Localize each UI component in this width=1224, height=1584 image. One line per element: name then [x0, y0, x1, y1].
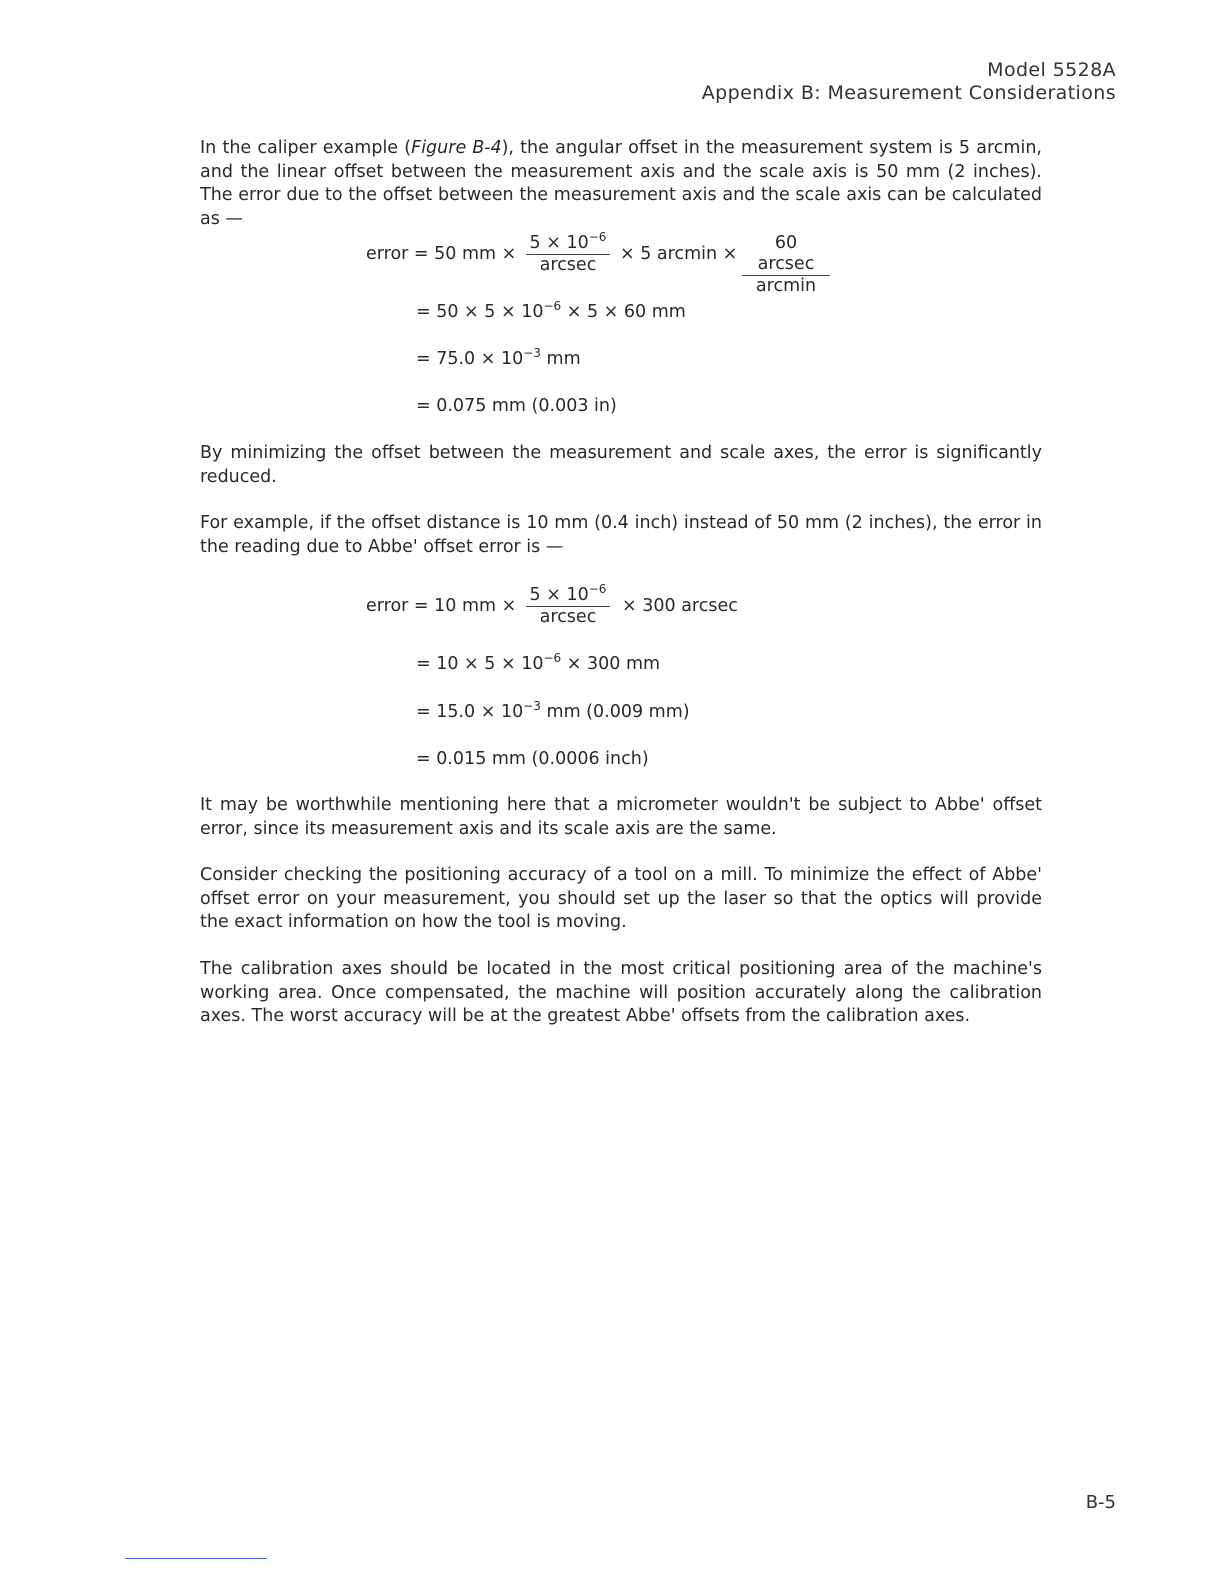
eq2-fraction-denominator: arcsec [539, 607, 597, 627]
eq1-fraction-1 [526, 230, 610, 276]
header-model: Model 5528A [987, 59, 1116, 81]
eq1-line-4: = 0.075 mm (0.003 in) [416, 396, 617, 416]
page-number: B-5 [1085, 1492, 1116, 1513]
eq1-line-2: = $50 \times 5 \times 10^{-6} \times 5 \times 60$ mm [416, 299, 686, 322]
eq1-fraction-1-numerator: $5 \times 10^{-6}$ [529, 230, 607, 253]
paragraph-micrometer: It may be worthwhile mentioning here that a micrometer wouldn't be subject to Abbe' offset error, since its measurement axis and its scale axis are the same. [200, 795, 1042, 839]
header-appendix: Appendix B: Measurement Considerations [701, 82, 1116, 104]
figure-reference: Figure B-4 [411, 138, 502, 158]
eq2-fraction [526, 582, 610, 628]
eq2-fraction-numerator: $5 \times 10^{-6}$ [529, 582, 607, 605]
eq2-line-4: = 0.015 mm (0.0006 inch) [416, 749, 649, 769]
eq2-line-3: = $15.0 \times 10^{-3}$ mm (0.009 mm) [416, 699, 690, 722]
paragraph-minimizing: By minimizing the offset between the measurement and scale axes, the error is significantly reduced. [200, 443, 1042, 487]
paragraph-calibration-axes: The calibration axes should be located in the most critical positioning area of the machine's working area. Once compensated, the machine will position accurately along the calibration axes. The worst accuracy will be at the greatest Abbe' offsets from the calibration axes. [200, 959, 1042, 1026]
paragraph-text: In the caliper example ( [200, 138, 412, 158]
paragraph-positioning: Consider checking the positioning accuracy of a tool on a mill. To minimize the effect of Abbe' offset error on your measurement, you should set up the laser so that the optics will provide the exact information on how the tool is moving. [200, 865, 1042, 932]
paragraph-caliper-example [200, 137, 1042, 231]
eq1-fraction-1-denominator: arcsec [539, 255, 597, 275]
eq1-fraction-2 [742, 233, 830, 297]
eq1-line-3: = $75.0 \times 10^{-3}$ mm [416, 346, 581, 369]
footer-rule [125, 1558, 267, 1559]
eq1-fraction-2-denominator: arcmin [755, 276, 817, 296]
eq1-mid: × 5 arcmin × [620, 244, 738, 264]
paragraph-example: For example, if the offset distance is 10 mm (0.4 inch) instead of 50 mm (2 inches), the error in the reading due to Abbe' offset error is — [200, 513, 1042, 557]
paragraph-text: ), the angular offset in the measurement system is 5 arcmin, and the linear offset between the measurement axis and the scale axis is 50 mm (2 inches). The error due to the offset between the measurement axis and the scale axis can be calculated as — [200, 138, 1042, 229]
eq1-fraction-2-numerator: 60 arcsec [757, 233, 815, 274]
eq2-lhs: error = 10 mm × [366, 596, 517, 616]
eq2-rhs: × 300 arcsec [622, 596, 738, 616]
eq1-lhs: error = 50 mm × [366, 244, 517, 264]
eq2-line-2: = $10 \times 5 \times 10^{-6} \times 300$ mm [416, 651, 661, 674]
